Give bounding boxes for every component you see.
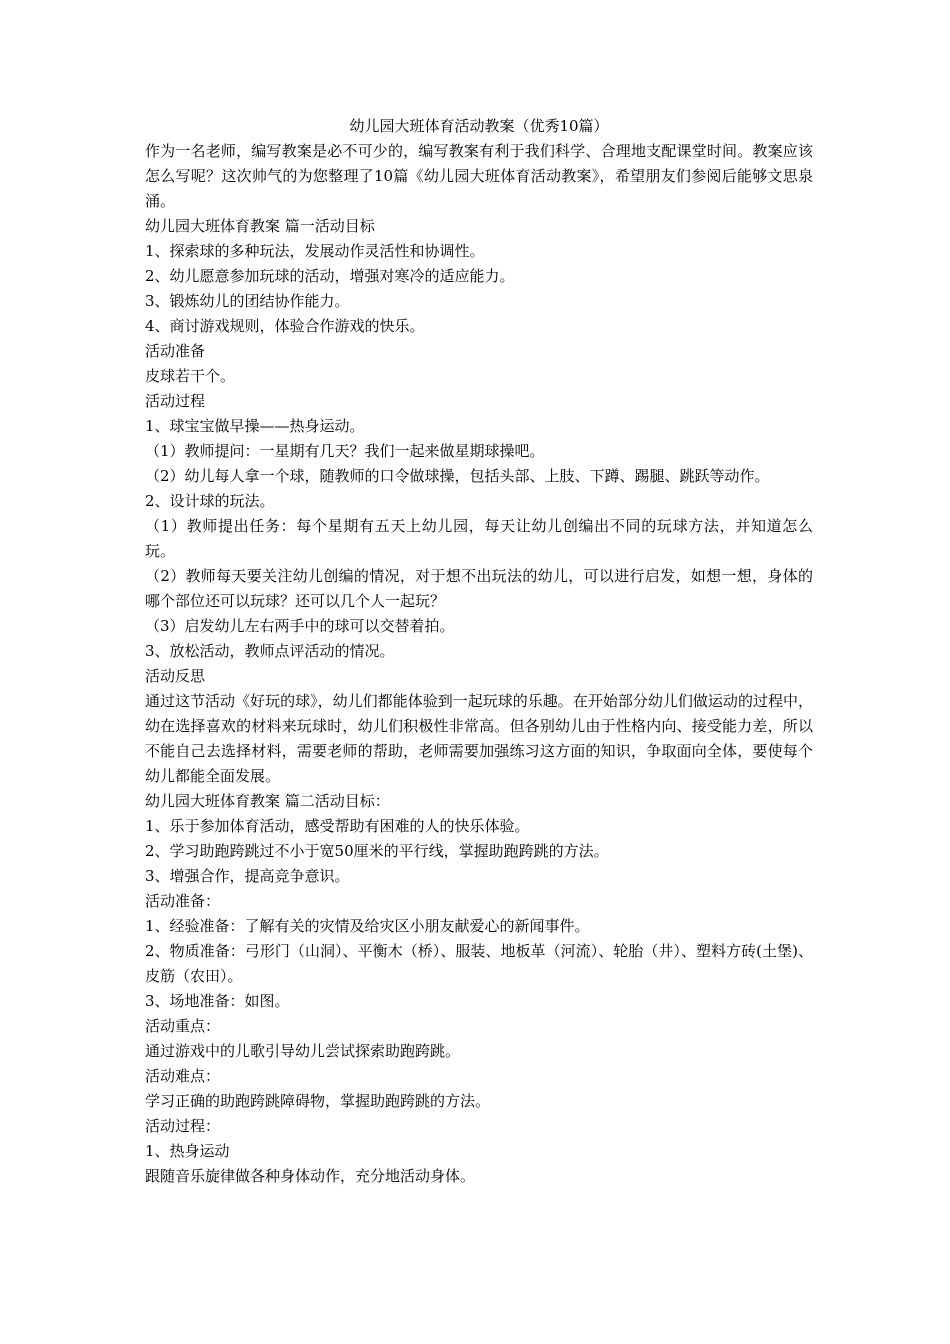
paragraph: 活动难点： <box>145 1067 221 1085</box>
paragraph: 1、经验准备：了解有关的灾情及给灾区小朋友献爱心的新闻事件。 <box>145 917 590 935</box>
paragraph: 3、放松活动，教师点评活动的情况。 <box>145 642 395 660</box>
paragraph: 通过游戏中的儿歌引导幼儿尝试探索助跑跨跳。 <box>145 1042 461 1060</box>
paragraph: 3、场地准备：如图。 <box>145 992 290 1010</box>
paragraph: 2、学习助跑跨跳过不小于宽50厘米的平行线，掌握助跑跨跳的方法。 <box>145 842 609 860</box>
paragraph: 作为一名老师，编写教案是必不可少的，编写教案有利于我们科学、合理地支配课堂时间。教案应该怎么写呢？这次帅气的为您整理了10篇《幼儿园大班体育活动教案》，希望朋友们参阅后能够文思泉涌。 <box>145 142 813 210</box>
paragraph: 活动过程： <box>145 1117 221 1135</box>
paragraph: 活动反思 <box>145 667 206 685</box>
paragraph: 4、商讨游戏规则，体验合作游戏的快乐。 <box>145 317 425 335</box>
paragraph: 1、探索球的多种玩法，发展动作灵活性和协调性。 <box>145 242 485 260</box>
paragraph: 1、乐于参加体育活动，感受帮助有困难的人的快乐体验。 <box>145 817 530 835</box>
paragraph: 活动准备： <box>145 892 221 910</box>
paragraph: 学习正确的助跑跨跳障碍物，掌握助跑跨跳的方法。 <box>145 1092 491 1110</box>
paragraph: 2、幼儿愿意参加玩球的活动，增强对寒冷的适应能力。 <box>145 267 515 285</box>
paragraph: 2、物质准备：弓形门（山洞）、平衡木（桥）、服装、地板革（河流）、轮胎（井）、塑料方砖(土堡)、皮筋（农田）。 <box>145 942 813 985</box>
paragraph: 3、增强合作，提高竞争意识。 <box>145 867 350 885</box>
paragraph: 2、设计球的玩法。 <box>145 492 275 510</box>
paragraph: 幼儿园大班体育教案 篇一活动目标 <box>145 217 375 235</box>
paragraph: （2）教师每天要关注幼儿创编的情况，对于想不出玩法的幼儿，可以进行启发，如想一想，身体的哪个部位还可以玩球？还可以几个人一起玩？ <box>145 567 813 610</box>
document-title: 幼儿园大班体育活动教案（优秀10篇） <box>349 117 609 135</box>
paragraph: 活动过程 <box>145 392 206 410</box>
paragraph: 3、锻炼幼儿的团结协作能力。 <box>145 292 350 310</box>
document-body <box>145 139 813 1189</box>
paragraph: （1）教师提问：一星期有几天？我们一起来做星期球操吧。 <box>145 442 545 460</box>
paragraph: 跟随音乐旋律做各种身体动作，充分地活动身体。 <box>145 1167 476 1185</box>
paragraph: （2）幼儿每人拿一个球，随教师的口令做球操，包括头部、上肢、下蹲、踢腿、跳跃等动作。 <box>145 467 770 485</box>
paragraph: （1）教师提出任务：每个星期有五天上幼儿园，每天让幼儿创编出不同的玩球方法，并知道怎么玩。 <box>145 517 813 560</box>
paragraph: 活动准备 <box>145 342 206 360</box>
paragraph: （3）启发幼儿左右两手中的球可以交替着拍。 <box>145 617 455 635</box>
paragraph: 通过这节活动《好玩的球》，幼儿们都能体验到一起玩球的乐趣。在开始部分幼儿们做运动的过程中，幼在选择喜欢的材料来玩球时，幼儿们积极性非常高。但各别幼儿由于性格内向、接受能力差，所以不能自己去选择材料，需要老师的帮助，老师需要加强练习这方面的知识，争取面向全体，要使每个幼儿都能全面发展。 <box>145 692 813 785</box>
paragraph: 幼儿园大班体育教案 篇二活动目标： <box>145 792 390 810</box>
document-page <box>145 114 813 1189</box>
paragraph: 1、球宝宝做早操——热身运动。 <box>145 417 365 435</box>
paragraph: 皮球若干个。 <box>145 367 236 385</box>
paragraph: 1、热身运动 <box>145 1142 230 1160</box>
paragraph: 活动重点： <box>145 1017 221 1035</box>
